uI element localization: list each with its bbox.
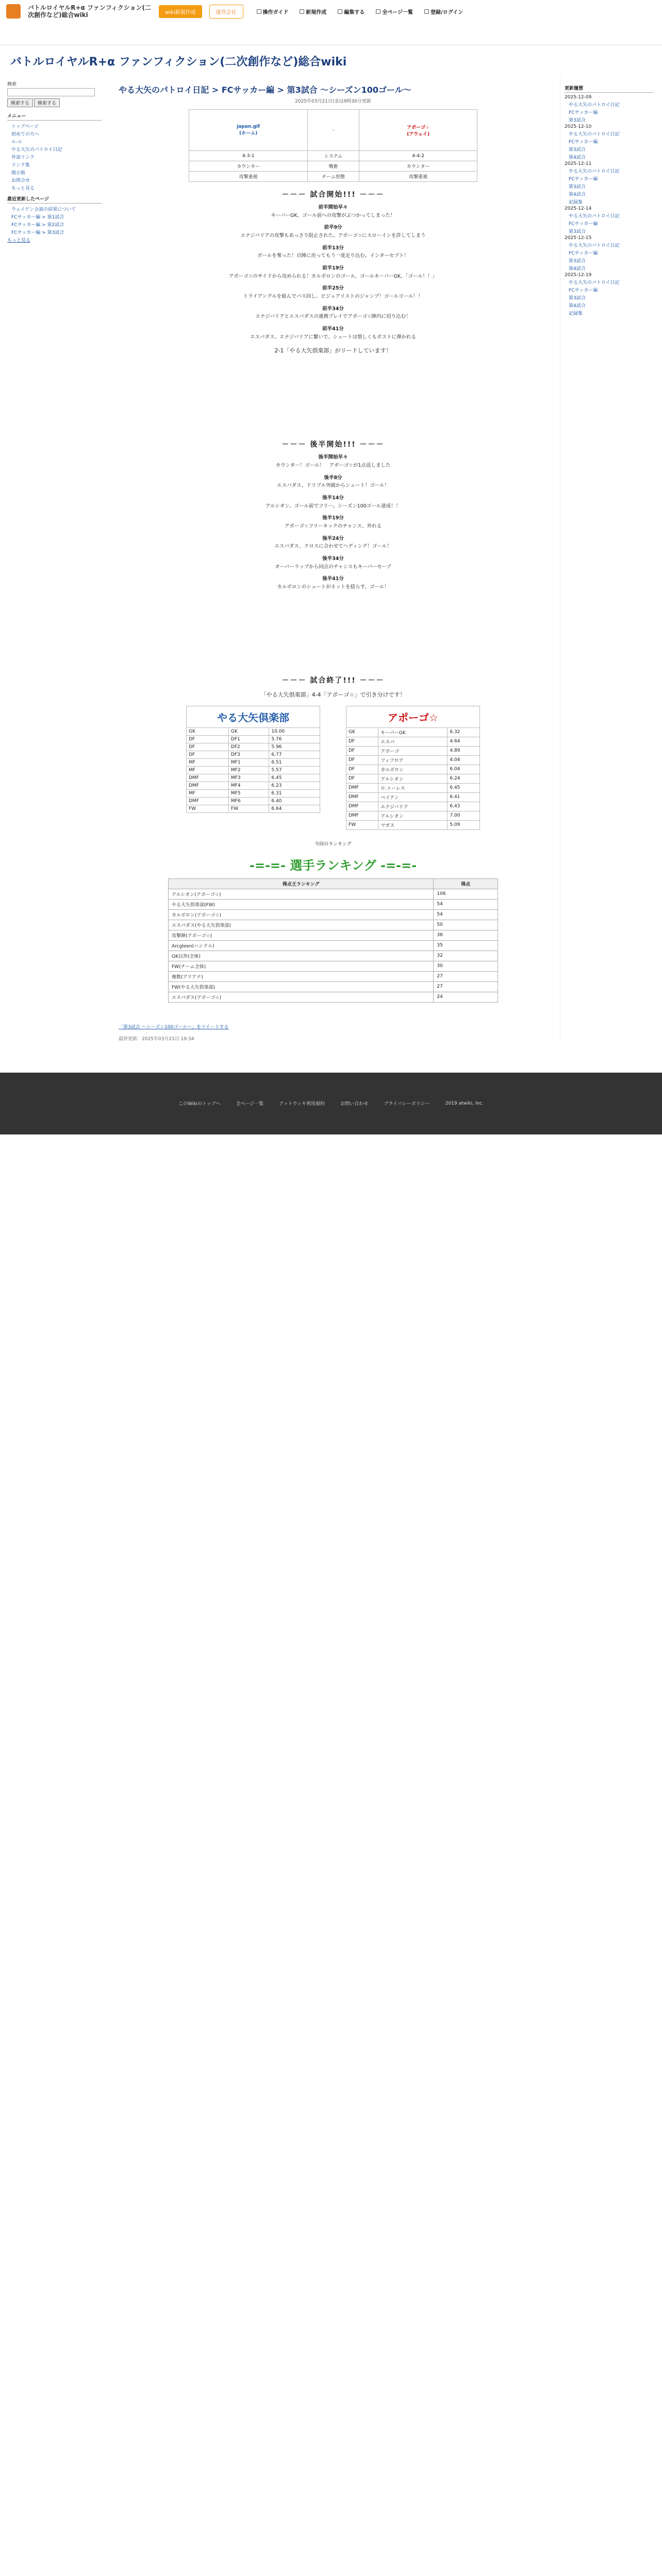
event-block	[119, 224, 548, 240]
lineup-cell: 6.24	[448, 774, 480, 783]
match-table: japan.gif (ホーム) - アポーゴ☆ (アウェイ) 4-3-1 システム 4-4-2 カウンター 戦術 カウンター 攻撃重視 チーム形態 攻撃重視	[189, 109, 477, 182]
recent-item[interactable]: ウェイゲン会談の結果について	[11, 207, 76, 212]
lineup-cell: マガス	[378, 820, 448, 829]
nav-new[interactable]: 新規作成	[300, 8, 326, 15]
event-text: トライアングルを組んでパス回し、ビジュアリストのジャンプ！ゴールゴール！！	[243, 294, 423, 300]
event-text: アルシオン、ゴール前でフリー。シーズン100ゴール達成！！	[265, 503, 401, 509]
history-item[interactable]: 第3試合	[569, 259, 586, 264]
lineup-row	[346, 774, 480, 783]
history-date: 2025-12-11	[565, 161, 592, 166]
history-date: 2025-12-10	[565, 124, 592, 129]
lineup-cell: 5.76	[269, 735, 320, 743]
ranking-row	[169, 971, 498, 981]
history-item[interactable]: 記録集	[569, 311, 583, 316]
search-button[interactable]: 検索する	[7, 98, 33, 107]
history-item[interactable]: 記録集	[569, 200, 583, 205]
history-date: 2025-12-15	[565, 235, 592, 241]
lineup-cell: ベイアン	[378, 792, 448, 802]
lineup-cell: DMF	[187, 774, 229, 782]
ranking-cell: 106	[434, 889, 498, 899]
lineup-row	[187, 805, 320, 812]
main-content	[106, 76, 560, 1042]
lineup-row	[187, 766, 320, 774]
lineup-cell: アルシオン	[378, 811, 448, 820]
history-items	[565, 242, 654, 272]
lineup-row	[346, 802, 480, 811]
menu-item[interactable]: リンク集	[11, 163, 30, 168]
event-minute: 前半19分	[322, 265, 344, 272]
recent-item[interactable]: FCサッカー編 > 第1試合	[11, 215, 64, 220]
event-minute: 前半41分	[322, 326, 344, 332]
lineup-row	[346, 737, 480, 746]
history-item[interactable]: 第4試合	[569, 192, 586, 197]
lineup-row	[346, 746, 480, 755]
lineup-cell: DMF	[346, 783, 378, 792]
lineup-cell: DF	[346, 765, 378, 774]
lineup-cell: MF6	[228, 797, 269, 805]
left-sidebar	[3, 76, 106, 1042]
site-header	[0, 0, 662, 45]
ranking-cell: 攻撃陣(アポーゴ☆)	[169, 930, 434, 940]
footer-link[interactable]: プライバシーポリシー	[384, 1101, 430, 1107]
lineup-cell: DF	[187, 743, 229, 751]
ranking-cell: 27	[434, 981, 498, 992]
lineup-cell: MF	[187, 789, 229, 797]
lineup-cell: MF	[187, 766, 229, 774]
ranking-cell: 54	[434, 909, 498, 920]
half-result: 2-1「やる大矢倶楽部」がリードしています！	[274, 347, 392, 354]
event-text: エナジバリアとエスパダスの連携プレイでアポーゴ☆陣内に切り込む！	[255, 314, 411, 320]
ranking-table	[168, 878, 498, 1003]
event-minute: 前半25分	[322, 285, 344, 292]
history-list	[565, 95, 654, 316]
ranking-cell: 複数(アリアナ)	[169, 971, 434, 981]
nav-edit[interactable]: 編集する	[338, 8, 365, 15]
lineup-cell: MF4	[228, 782, 269, 789]
second-half-events	[119, 453, 548, 591]
lineup-cell: 6.04	[448, 765, 480, 774]
ranking-header: 得点	[434, 878, 498, 889]
lineup-cell: FW	[187, 805, 229, 812]
lineup-row	[187, 789, 320, 797]
history-item[interactable]: 第3試合	[569, 147, 586, 152]
list-icon	[376, 9, 380, 14]
plus-icon	[300, 9, 304, 14]
lineup-row	[187, 782, 320, 789]
event-minute: 後半24分	[322, 535, 344, 541]
ranking-cell: エスパダス(アポーゴ☆)	[169, 992, 434, 1002]
lineup-cell: MF2	[228, 766, 269, 774]
history-items	[565, 279, 654, 316]
lineup-cell: カルボロン	[378, 765, 448, 774]
event-text: エナジバリアの攻撃もあっさり阻止された。アポーゴ☆にスローインを許してしまう	[240, 233, 426, 239]
menu-item[interactable]: もっと見る	[11, 186, 35, 191]
lineup-cell: 6.32	[448, 727, 480, 737]
event-block	[119, 305, 548, 321]
history-item[interactable]: やる大矢のパトロイ日記	[569, 214, 620, 219]
history-item[interactable]: 第3試合	[569, 118, 586, 123]
history-item[interactable]: FCサッカー編	[569, 110, 598, 115]
lineup-cell: DF	[346, 755, 378, 765]
away-lineup-table	[346, 727, 480, 830]
history-items	[565, 130, 654, 160]
event-minute: 前半34分	[322, 306, 344, 312]
recent-title: 最近更新したページ	[7, 195, 102, 204]
nav-all[interactable]: 全ページ一覧	[376, 8, 413, 15]
lineup-cell: 6.45	[448, 783, 480, 792]
lineup-row	[187, 797, 320, 805]
lineup-cell: エナジバリア	[378, 802, 448, 811]
event-block	[119, 535, 548, 551]
lineup-cell: DMF	[346, 802, 378, 811]
lineup-row	[346, 727, 480, 737]
event-block	[119, 453, 548, 469]
ranking-cell: やる大矢倶楽部(FW)	[169, 899, 434, 909]
tactic-label: 戦術	[308, 161, 359, 172]
lineup-cell: DF1	[228, 735, 269, 743]
away-tactic: カウンター	[359, 161, 477, 172]
home-tactic: カウンター	[189, 161, 308, 172]
lineup-cell: GK	[228, 727, 269, 735]
ranking-cell: Arcgleen(ハンドル)	[169, 940, 434, 951]
footer-link[interactable]: 全ページ一覧	[236, 1101, 264, 1107]
ranking-header-row	[169, 878, 498, 889]
history-item[interactable]: 第4試合	[569, 303, 586, 309]
ranking-cell: 30	[434, 961, 498, 971]
page-date: 2025年03月21日(金)19時30分更新	[295, 99, 371, 104]
home-logo: japan.gif	[237, 124, 260, 129]
lineup-row	[346, 792, 480, 802]
style-label: チーム形態	[308, 172, 359, 182]
system-label: システム	[308, 151, 359, 161]
pencil-icon	[338, 9, 342, 14]
ranking-row	[169, 930, 498, 940]
menu-item[interactable]: やる大矢のパトロイ日記	[11, 147, 62, 152]
away-lineup-title: アポーゴ☆	[346, 706, 480, 727]
event-minute: 後半8分	[324, 474, 342, 481]
first-half-title: －－－ 試合開始!!! －－－	[282, 191, 385, 199]
lineup-row	[187, 727, 320, 735]
event-block	[119, 575, 548, 591]
event-text: カウンター！ゴール！ アポーゴ☆が1点返しました	[275, 463, 391, 469]
ranking-row	[169, 951, 498, 961]
ranking-cell: カルボロン(アポーゴ☆)	[169, 909, 434, 920]
ranking-title: -=-=- 選手ランキング -=-=-	[249, 858, 417, 873]
lineup-cell: フィフロア	[378, 755, 448, 765]
second-half-title: －－－ 後半開始!!! －－－	[282, 440, 385, 449]
lineup-cell: アルシオン	[378, 774, 448, 783]
history-item[interactable]: 第3試合	[569, 229, 586, 234]
final-result: 「やる大矢倶楽部」4-4「アポーゴ☆」で引き分けです！	[260, 691, 406, 698]
event-minute: 後半14分	[322, 495, 344, 501]
event-text: アポーゴ☆フリーキックのチャンス、外れる	[284, 523, 382, 530]
lineup-cell: GK	[187, 727, 229, 735]
lineup-cell: 6.23	[269, 782, 320, 789]
history-item[interactable]: FCサッカー編	[569, 251, 598, 256]
ranking-cell: 24	[434, 992, 498, 1002]
top-nav	[257, 8, 464, 15]
ranking-row	[169, 909, 498, 920]
copyright: 2019 atwiki, Inc.	[445, 1100, 484, 1106]
menu-item[interactable]: 初めての方へ	[11, 132, 40, 137]
menu-item[interactable]: トップページ	[11, 124, 39, 129]
menu-list	[7, 123, 102, 191]
history-items	[565, 167, 654, 205]
history-item[interactable]: FCサッカー編	[569, 288, 598, 293]
lineup-row	[187, 758, 320, 766]
lineup-cell: DMF	[187, 797, 229, 805]
lineup-cell: DF2	[228, 743, 269, 751]
event-text: カルボロンのシュートがネットを揺らす、ゴール！	[277, 584, 389, 590]
lineups	[119, 706, 548, 830]
lineup-cell: FW	[346, 820, 378, 829]
create-wiki-button[interactable]: wiki新規作成	[159, 5, 202, 18]
lineup-cell: 7.00	[448, 811, 480, 820]
lineup-cell: MF	[187, 758, 229, 766]
lineup-cell: ロ.トーレス	[378, 783, 448, 792]
ranking-caption: 今回のランキング	[315, 841, 352, 847]
book-icon	[257, 9, 261, 14]
lineup-cell: 10.00	[269, 727, 320, 735]
lineup-cell: エスパ	[378, 737, 448, 746]
event-block	[119, 474, 548, 490]
lineup-cell: DF	[187, 735, 229, 743]
lineup-cell: 4.04	[448, 755, 480, 765]
home-role: 攻撃重視	[189, 172, 308, 182]
lineup-row	[346, 755, 480, 765]
lineup-cell: 6.51	[269, 758, 320, 766]
nav-guide[interactable]: 操作ガイド	[257, 8, 289, 15]
ranking-row	[169, 940, 498, 951]
event-block	[119, 555, 548, 571]
footer-link[interactable]: このWikiのトップへ	[178, 1101, 221, 1107]
ranking-row	[169, 992, 498, 1002]
event-minute: 後半34分	[322, 556, 344, 562]
history-item[interactable]: FCサッカー編	[569, 140, 598, 145]
away-logo: アポーゴ☆	[407, 125, 430, 130]
operator-button[interactable]: 運営会社	[209, 5, 243, 19]
menu-item[interactable]: 外部リンク	[11, 155, 35, 160]
lineup-cell: DF	[346, 737, 378, 746]
lineup-cell: DF	[187, 751, 229, 758]
home-formation-score: 4-3-1	[189, 151, 308, 161]
footer-link[interactable]: アットウィキ利用規約	[279, 1101, 325, 1107]
atwiki-logo[interactable]	[6, 4, 21, 19]
lineup-cell: キーパーGK	[378, 727, 448, 737]
history-item[interactable]: 第3試合	[569, 296, 586, 301]
lineup-cell: FW	[228, 805, 269, 812]
lineup-cell: DMF	[346, 811, 378, 820]
lineup-cell: DF	[346, 746, 378, 755]
event-minute: 前半開始早々	[318, 205, 348, 210]
history-date: 2025-12-14	[565, 206, 592, 211]
site-name[interactable]: バトルロイヤルR+α ファンフィクション(二次創作など)総合wiki	[28, 4, 152, 19]
lineup-row	[187, 774, 320, 782]
lineup-cell: 6.45	[269, 774, 320, 782]
menu-item[interactable]: 掲示板	[11, 171, 26, 176]
event-text: エスパダス、クロスに合わせてヘディング！ゴール！	[274, 544, 392, 550]
more-link[interactable]: もっと見る	[7, 238, 31, 243]
ranking-cell: 27	[434, 971, 498, 981]
search-button-2[interactable]: 検索する	[34, 98, 60, 107]
lineup-cell: 5.09	[448, 820, 480, 829]
away-label: (アウェイ)	[407, 131, 430, 137]
right-sidebar	[560, 76, 658, 1042]
lineup-cell: アポーゴ	[378, 746, 448, 755]
lineup-row	[346, 820, 480, 829]
search-input[interactable]	[7, 88, 95, 96]
history-items	[565, 101, 654, 123]
lineup-row	[346, 783, 480, 792]
lineup-row	[187, 743, 320, 751]
ranking-row	[169, 961, 498, 971]
history-item[interactable]: 第4試合	[569, 155, 586, 160]
event-minute: 前半13分	[322, 245, 344, 251]
lineup-row	[346, 811, 480, 820]
menu-title: メニュー	[7, 112, 102, 121]
away-formation-score: 4-4-2	[359, 151, 477, 161]
ranking-cell: GK以外(全体)	[169, 951, 434, 961]
event-block	[119, 284, 548, 300]
footer-link[interactable]: お問い合わせ	[340, 1101, 369, 1107]
lineup-cell: DMF	[187, 782, 229, 789]
event-text: キーパーGK、ゴール前への攻撃がぶつかってしまった！	[271, 212, 395, 218]
lineup-cell: MF1	[228, 758, 269, 766]
history-items	[565, 212, 654, 234]
event-text: エスパダス、エナジバリアに繋いで、シュートは惜しくもポストに弾かれる	[250, 334, 417, 340]
page-heading: やる大矢のパトロイ日記 > FCサッカー編 > 第3試合 ～シーズン100ゴール～	[119, 85, 411, 95]
event-block	[119, 514, 548, 530]
history-date: 2025-12-09	[565, 95, 592, 100]
site-footer	[0, 1073, 662, 1134]
lineup-cell: MF3	[228, 774, 269, 782]
history-item[interactable]: やる大矢のパトロイ日記	[569, 132, 620, 137]
menu-item[interactable]: お問合せ	[11, 178, 30, 183]
lineup-cell: MF5	[228, 789, 269, 797]
history-item[interactable]: FCサッカー編	[569, 222, 598, 227]
menu-item[interactable]: ル-ル	[11, 140, 23, 145]
event-block	[119, 325, 548, 341]
lineup-row	[346, 765, 480, 774]
recent-item[interactable]: FCサッカー編 > 第3試合	[11, 230, 64, 235]
ranking-cell: アルシオン(アポーゴ☆)	[169, 889, 434, 899]
event-text: ボールを奪った！自陣に戻ってもう一度走り込む。インターセプト！	[257, 253, 409, 259]
final-title: －－－ 試合終了!!! －－－	[282, 676, 385, 685]
ranking-cell: 36	[434, 930, 498, 940]
last-updated: 最終更新：2025年03月21日 19:34	[119, 1036, 194, 1042]
lineup-cell: 4.89	[448, 746, 480, 755]
ranking-cell: 32	[434, 951, 498, 961]
history-date: 2025-12-19	[565, 273, 592, 278]
history-item[interactable]: FCサッカー編	[569, 177, 598, 182]
ranking-cell: FW(チーム全体)	[169, 961, 434, 971]
ranking-header: 得点王ランキング	[169, 878, 434, 889]
event-text: オーバーラップから同点のチャンスもキーパーセーブ	[275, 564, 391, 570]
event-block	[119, 264, 548, 280]
nav-login[interactable]: 登録/ログイン	[424, 8, 463, 15]
event-block	[119, 244, 548, 260]
search-label: 検索	[7, 82, 17, 87]
ranking-cell: 54	[434, 899, 498, 909]
home-lineup-title: やる大矢倶楽部	[186, 706, 320, 727]
lineup-cell: 6.41	[448, 792, 480, 802]
history-item[interactable]: やる大矢のパトロイ日記	[569, 243, 620, 248]
history-item[interactable]: やる大矢のパトロイ日記	[569, 280, 620, 285]
history-title: 更新履歴	[565, 84, 654, 93]
ranking-cell: 50	[434, 920, 498, 930]
ranking-cell: FW(やる大矢倶楽部)	[169, 981, 434, 992]
lineup-cell: 5.96	[269, 743, 320, 751]
lineup-row	[187, 751, 320, 758]
event-minute: 後半41分	[322, 576, 344, 582]
ranking-cell: 35	[434, 940, 498, 951]
event-block	[119, 204, 548, 219]
lineup-cell: DF	[346, 774, 378, 783]
recent-item[interactable]: FCサッカー編 > 第2試合	[11, 223, 64, 228]
away-role: 攻撃重視	[359, 172, 477, 182]
event-minute: 前半9分	[324, 225, 342, 231]
lineup-row	[187, 735, 320, 743]
lineup-cell: 6.77	[269, 751, 320, 758]
lineup-cell: 6.40	[269, 797, 320, 805]
ranking-row	[169, 889, 498, 899]
lineup-cell: 6.31	[269, 789, 320, 797]
ranking-row	[169, 981, 498, 992]
user-icon	[424, 9, 429, 14]
lineup-cell: GK	[346, 727, 378, 737]
wiki-title[interactable]: バトルロイヤルR+α ファンフィクション(二次創作など)総合wiki	[10, 55, 347, 69]
history-item[interactable]: 第3試合	[569, 184, 586, 190]
history-item[interactable]: 第4試合	[569, 266, 586, 272]
first-half-events	[119, 204, 548, 341]
ranking-cell: エスパダス(やる大矢倶楽部)	[169, 920, 434, 930]
event-block	[119, 494, 548, 510]
lineup-cell: DMF	[346, 792, 378, 802]
event-minute: 後半開始早々	[318, 454, 348, 461]
lineup-cell: 6.64	[269, 805, 320, 812]
event-text: エスパダス、ドリブル突破からシュート！ゴール！	[276, 483, 390, 489]
ranking-row	[169, 899, 498, 909]
event-text: アポーゴ☆のサイドから攻められる！カルボロンのゴール、ゴールキーパーGK、「ゴール！！」	[228, 273, 438, 279]
history-item[interactable]: やる大矢のパトロイ日記	[569, 169, 620, 174]
ranking-row	[169, 920, 498, 930]
tweet-link[interactable]: 「第3試合 ～シーズン100ゴール～」をツイートする	[119, 1024, 229, 1030]
lineup-cell: 5.57	[269, 766, 320, 774]
lineup-cell: DF3	[228, 751, 269, 758]
event-minute: 後半19分	[322, 515, 344, 521]
home-label: (ホーム)	[239, 131, 258, 136]
lineup-cell: 6.43	[448, 802, 480, 811]
recent-list	[7, 206, 102, 235]
lineup-cell: 4.64	[448, 737, 480, 746]
history-item[interactable]: やる大矢のパトロイ日記	[569, 103, 620, 108]
home-lineup-table	[186, 727, 320, 813]
